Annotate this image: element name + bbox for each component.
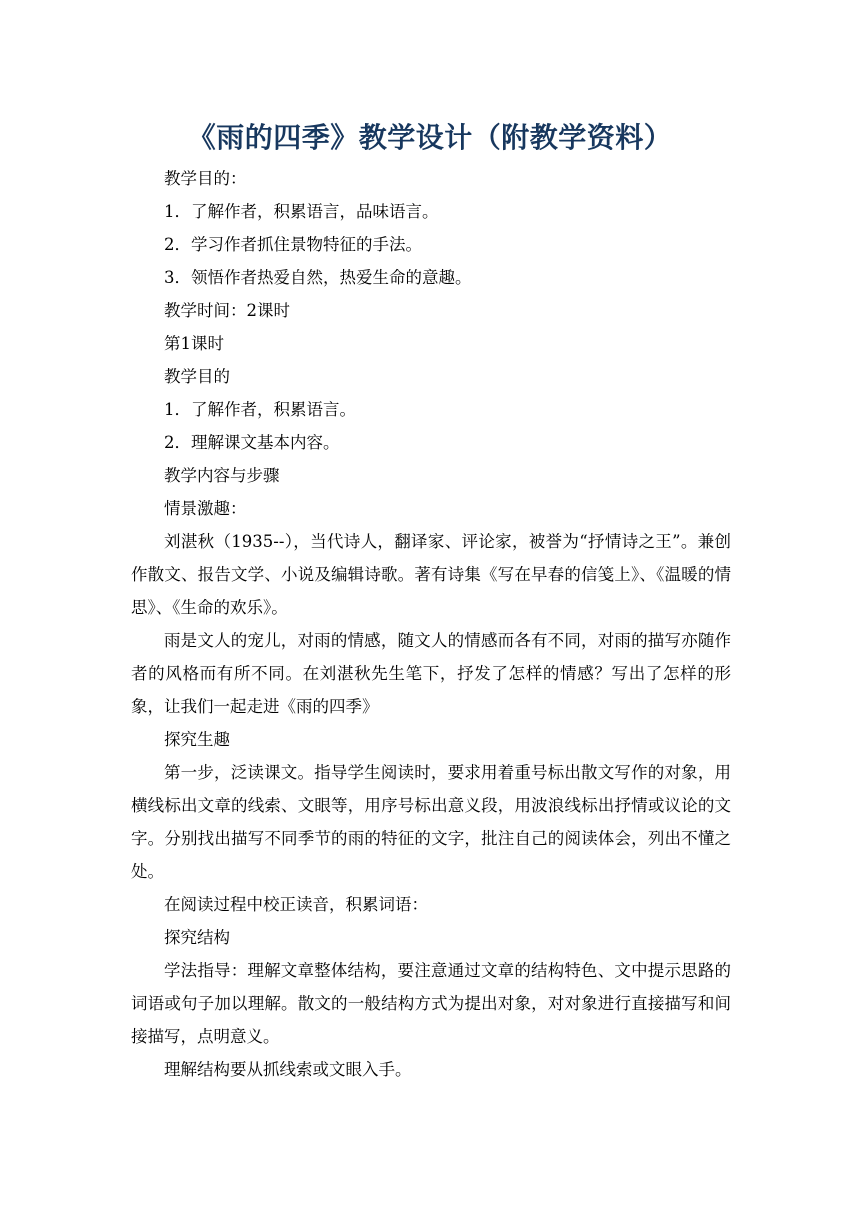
lesson-1-heading: 第1课时 xyxy=(164,334,224,353)
step-one-paragraph: 第一步，泛读课文。指导学生阅读时，要求用着重号标出散文写作的对象，用横线标出文章的线索、文眼等，用序号标出意义段，用波浪线标出抒情或议论的文字。分别找出描写不同季节的雨的特征的文字，批注自己的阅读体会，列出不懂之处。 xyxy=(131,763,731,881)
document-body xyxy=(131,162,731,1086)
goal-item-1: 1．了解作者，积累语言，品味语言。 xyxy=(164,202,439,221)
heading-teaching-goals: 教学目的： xyxy=(164,169,247,188)
structure-tip-paragraph: 理解结构要从抓线索或文眼入手。 xyxy=(164,1060,412,1079)
content-steps-heading: 教学内容与步骤 xyxy=(164,466,280,485)
lesson-goals-heading: 教学目的 xyxy=(164,367,230,386)
teaching-time: 教学时间：2课时 xyxy=(164,301,290,320)
author-intro-paragraph: 刘湛秋（1935--），当代诗人，翻译家、评论家，被誉为“抒情诗之王”。兼创作散文、报告文学、小说及编辑诗歌。著有诗集《写在早春的信笺上》、《温暖的情思》、《生命的欢乐》。 xyxy=(131,532,731,617)
lesson-goal-item-2: 2．理解课文基本内容。 xyxy=(164,433,340,452)
document-title: 《雨的四季》教学设计（附教学资料） xyxy=(187,121,673,154)
reading-correction-paragraph: 在阅读过程中校正读音，积累词语： xyxy=(164,895,428,914)
lesson-goal-item-1: 1．了解作者，积累语言。 xyxy=(164,400,356,419)
goal-item-2: 2．学习作者抓住景物特征的手法。 xyxy=(164,235,422,254)
explore-structure-heading: 探究结构 xyxy=(164,928,230,947)
rain-intro-paragraph: 雨是文人的宠儿，对雨的情感，随文人的情感而各有不同，对雨的描写亦随作者的风格而有所不同。在刘湛秋先生笔下，抒发了怎样的情感？写出了怎样的形象，让我们一起走进《雨的四季》 xyxy=(131,631,731,716)
goal-item-3: 3．领悟作者热爱自然，热爱生命的意趣。 xyxy=(164,268,472,287)
scenario-heading: 情景激趣： xyxy=(164,499,247,518)
method-guidance-paragraph: 学法指导：理解文章整体结构，要注意通过文章的结构特色、文中提示思路的词语或句子加以理解。散文的一般结构方式为提出对象，对对象进行直接描写和间接描写，点明意义。 xyxy=(131,961,731,1046)
explore-interest-heading: 探究生趣 xyxy=(164,730,230,749)
